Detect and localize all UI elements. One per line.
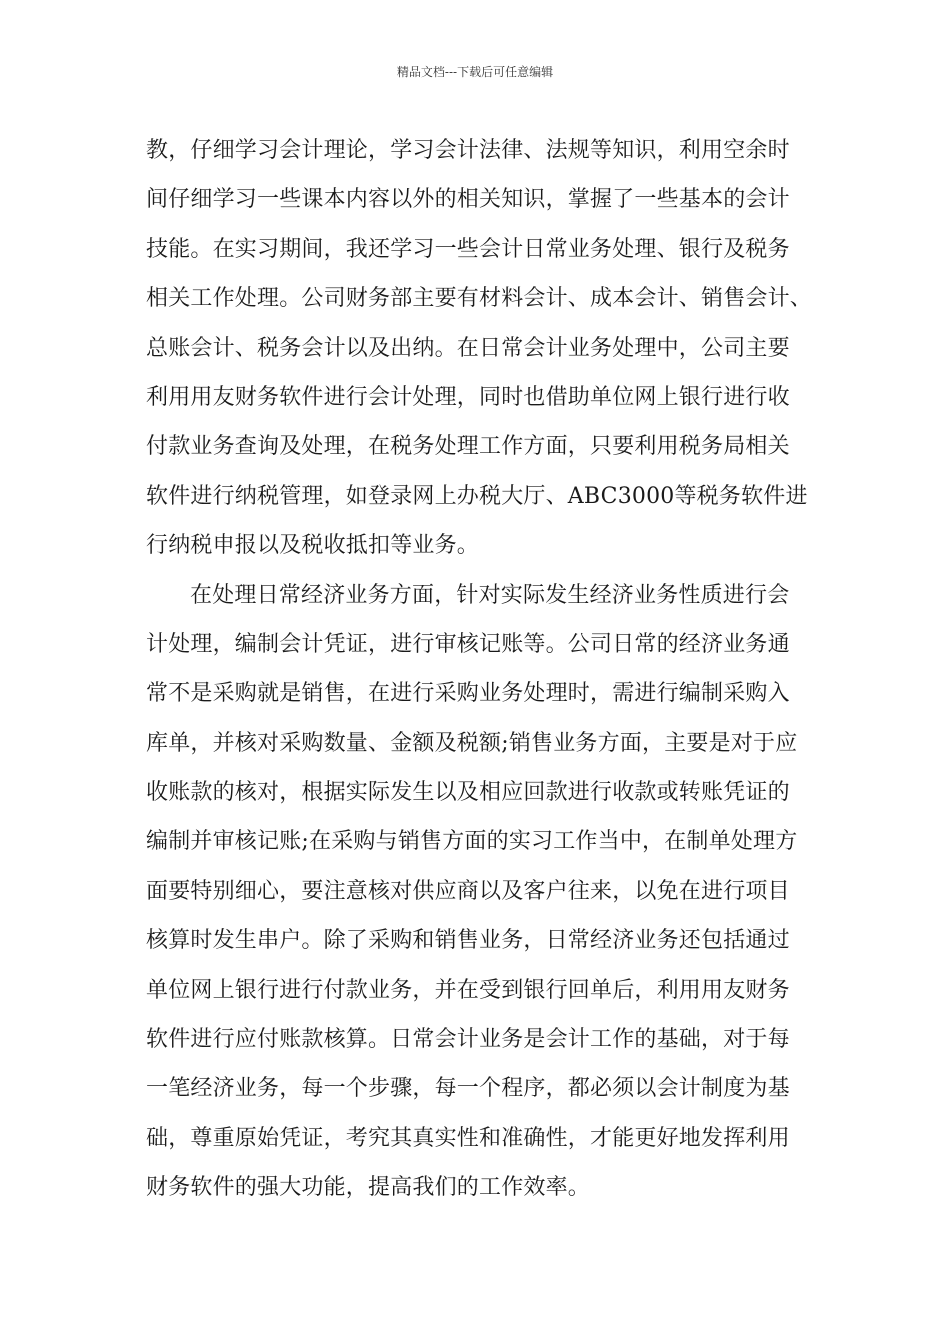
text-line: 库单，并核对采购数量、金额及税额;销售业务方面，主要是对于应 — [146, 730, 798, 756]
text-line: 软件进行纳税管理，如登录网上办税大厅、ABC3000等税务软件进 — [146, 483, 808, 509]
text-line: 付款业务查询及处理，在税务处理工作方面，只要利用税务局相关 — [146, 434, 790, 460]
body-text — [146, 126, 826, 1213]
text-line: 相关工作处理。公司财务部主要有材料会计、成本会计、销售会计、 — [146, 286, 813, 312]
text-line: 收账款的核对，根据实际发生以及相应回款进行收款或转账凭证的 — [146, 780, 790, 806]
paragraph-1 — [146, 126, 826, 571]
paragraph-2 — [146, 571, 826, 1213]
text-line: 利用用友财务软件进行会计处理，同时也借助单位网上银行进行收 — [146, 384, 790, 410]
text-line: 一笔经济业务，每一个步骤，每一个程序，都必须以会计制度为基 — [146, 1076, 790, 1102]
text-line: 核算时发生串户。除了采购和销售业务，日常经济业务还包括通过 — [146, 928, 790, 954]
page-header: 精品文档---下载后可任意编辑 — [396, 65, 554, 79]
text-line: 间仔细学习一些课本内容以外的相关知识，掌握了一些基本的会计 — [146, 187, 790, 213]
text-line-first: 在处理日常经济业务方面，针对实际发生经济业务性质进行会 — [190, 582, 790, 608]
text-line: 单位网上银行进行付款业务，并在受到银行回单后，利用用友财务 — [146, 977, 790, 1003]
text-line: 总账会计、税务会计以及出纳。在日常会计业务处理中，公司主要 — [146, 335, 790, 361]
text-line: 行纳税申报以及税收抵扣等业务。 — [146, 533, 480, 559]
text-line: 编制并审核记账;在采购与销售方面的实习工作当中，在制单处理方 — [146, 829, 798, 855]
text-line: 软件进行应付账款核算。日常会计业务是会计工作的基础，对于每 — [146, 1027, 790, 1053]
text-line: 技能。在实习期间，我还学习一些会计日常业务处理、银行及税务 — [146, 236, 790, 262]
text-line: 常不是采购就是销售，在进行采购业务处理时，需进行编制采购入 — [146, 681, 790, 707]
text-line: 面要特别细心，要注意核对供应商以及客户往来，以免在进行项目 — [146, 878, 790, 904]
text-line: 计处理，编制会计凭证，进行审核记账等。公司日常的经济业务通 — [146, 631, 790, 657]
text-line: 础，尊重原始凭证，考究其真实性和准确性，才能更好地发挥利用 — [146, 1125, 790, 1151]
text-line: 财务软件的强大功能，提高我们的工作效率。 — [146, 1175, 591, 1201]
text-line: 教，仔细学习会计理论，学习会计法律、法规等知识，利用空余时 — [146, 138, 790, 163]
